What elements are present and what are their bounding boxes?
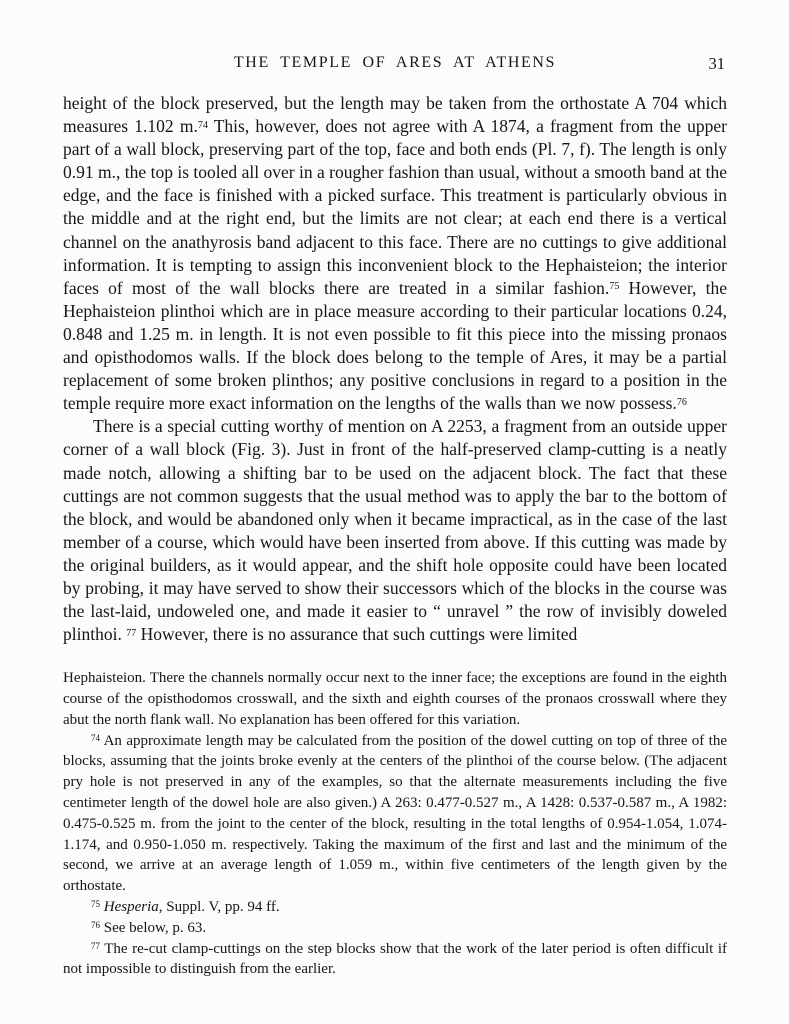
paragraph-text: This, however, does not agree with A 1874, a fragment from the upper part of a wall block, preserving part of the top, face and both ends (Pl. 7, f). The length is only 0.91 m., the top is tooled all over in a rougher fashion than usual, without a smooth band at the edge, and the face is finished with a picked surface. This treatment is particularly obvious in the middle and at the right end, but the limits are not clear; at each end there is a vertical channel on the anathyrosis band adjacent to this face. There are no cuttings to give additional information. It is tempting to assign this inconvenient block to the Hephaisteion; the interior faces of most of the wall blocks there are treated in a similar fashion. — [63, 116, 727, 298]
footnote-text: The re-cut clamp-cuttings on the step blocks show that the work of the later period is often difficult if not impossible to distinguish from the earlier. — [63, 940, 727, 978]
footnote-ref-76: 76 — [676, 396, 687, 408]
paragraph-text: height of the block preserved, but the length may be taken from the orthostate A 704 which measures 1.102 m. — [63, 93, 727, 137]
footnote-continuation — [63, 668, 727, 730]
paragraph-text: There is a special cutting worthy of mention on A 2253, a fragment from an outside upper corner of a wall block (Fig. 3). Just in front of the half-preserved clamp-cutting is a neatly made notch, allowing a shifting bar to be used on the adjacent block. The fact that these cuttings are not common suggests that the usual method was to apply the bar to the bottom of the block, and would be abandoned only when it became impractical, as in the case of the last member of a course, which would have been inserted from above. If this cutting was made by the original builders, as it would appear, and the shift hole opposite could have been located by probing, it may have served to show their successors which of the blocks in the course was the last-laid, undoweled one, and made it easier to “ unravel ” the row of invisibly doweled plinthoi. — [63, 416, 727, 645]
footnote-75 — [63, 897, 727, 918]
paragraph-text: However, the Hephaisteion plinthoi which are in place measure according to their particular locations 0.24, 0.848 and 1.25 m. in length. It is not even possible to fit this piece into the missing pronaos and opisthodomos walls. If the block does belong to the temple of Ares, it may be a partial replacement of some broken plinthos; any positive conclusions in regard to a position in the temple require more exact information on the lengths of the walls than we now possess. — [63, 277, 727, 414]
footnote-ref-77: 77 — [126, 627, 137, 639]
footnote-number-77: 77 — [91, 941, 100, 952]
footnote-ref-75: 75 — [609, 281, 620, 293]
footnote-text: See below, p. 63. — [100, 919, 207, 936]
footnote-text: Hephaisteion. There the channels normally occur next to the inner face; the exceptions are found in the eighth course of the opisthodomos crosswall, and the sixth and eighth courses of the pronaos crosswall where they abut the north flank wall. No explanation has been offered for this variation. — [63, 670, 727, 728]
paragraph-text: However, there is no assurance that such cuttings were limited — [136, 624, 578, 645]
running-head-title: THE TEMPLE OF ARES AT ATHENS — [233, 54, 557, 71]
running-head — [63, 54, 727, 78]
footnote-77 — [63, 939, 727, 981]
footnote-number-74: 74 — [91, 733, 100, 744]
footnote-text: , Suppl. V, pp. 94 ff. — [158, 899, 280, 916]
footnote-number-76: 76 — [91, 920, 100, 931]
body-text — [63, 92, 727, 646]
body-paragraph-1 — [63, 92, 727, 415]
footnotes-section — [63, 668, 727, 980]
footnote-ref-74: 74 — [197, 119, 208, 131]
footnote-74 — [63, 731, 727, 897]
body-paragraph-2 — [63, 415, 727, 646]
page-number: 31 — [708, 54, 725, 73]
footnote-76 — [63, 918, 727, 939]
footnote-number-75: 75 — [91, 899, 100, 910]
footnote-text: An approximate length may be calculated from the position of the dowel cutting on top of three of the blocks, assuming that the joints broke evenly at the centers of the plinthoi of the course below. (The adjacent pry hole is not preserved in any of the examples, so that the alternate measurements including the five centimeter length of the dowel hole are also given.) A 263: 0.477-0.527 m., A 1428: 0.537-0.587 m., A 1982: 0.475-0.525 m. from the joint to the center of the block, resulting in the total lengths of 0.954-1.054, 1.074-1.174, and 0.950-1.050 m. respectively. Taking the maximum of the first and last and the minimum of the second, we arrive at an average length of 1.059 m., within five centimeters of the length given by the orthostate. — [63, 732, 727, 895]
journal-name: Hesperia — [103, 899, 159, 916]
